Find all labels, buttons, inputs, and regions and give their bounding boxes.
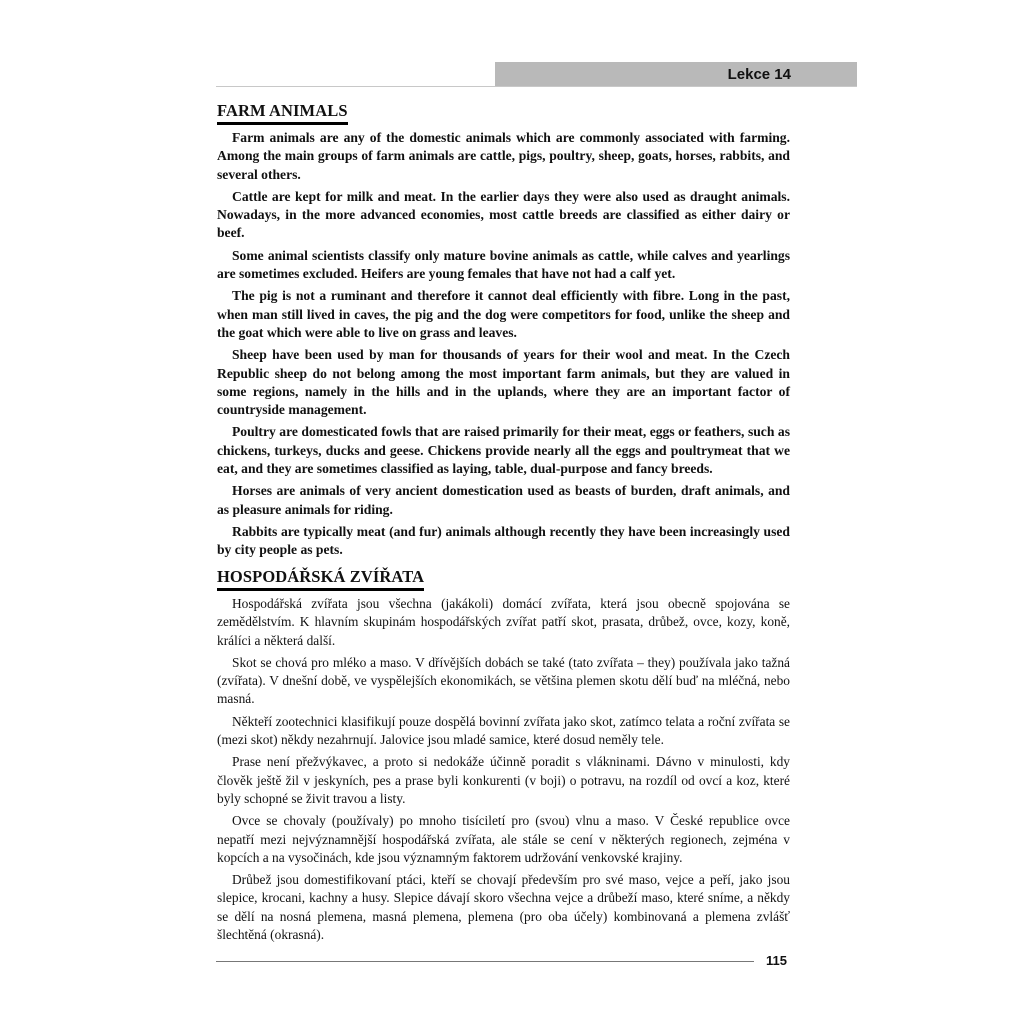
english-paragraph: The pig is not a ruminant and therefore it cannot deal efficiently with fibre. Long in the past, when man still lived in caves, the pig and the dog were competitors for food, unlike the sheep and the goat which were able to live on grass and leaves. — [217, 288, 790, 340]
footer-rule — [216, 961, 754, 962]
page-number: 115 — [766, 953, 787, 968]
czech-paragraph: Hospodářská zvířata jsou všechna (jakákoli) domácí zvířata, která jsou obecně spojována se zemědělstvím. K hlavním skupinám hospodářských zvířat patří skot, prasata, drůbež, ovce, kozy, koně, králíci a některá další. — [217, 596, 790, 648]
english-paragraph: Cattle are kept for milk and meat. In the earlier days they were also used as draught animals. Nowadays, in the more advanced economies, most cattle breeds are classified as either dairy or beef. — [217, 188, 790, 241]
czech-heading: HOSPODÁŘSKÁ ZVÍŘATA — [217, 567, 424, 591]
header-rule — [216, 86, 857, 87]
english-paragraph: Horses are animals of very ancient domestication used as beasts of burden, draft animals, and as pleasure animals for riding. — [217, 483, 790, 517]
czech-paragraph: Prase není přežvýkavec, a proto si nedokáže účinně poradit s vlákninami. Dávno v minulosti, kdy člověk ještě žil v jeskyních, pes a prase byli konkurenti (v boji) o potravu, na rozdíl od ovcí a koz, které byly schopné se živit travou a listy. — [217, 754, 790, 806]
czech-paragraph: Někteří zootechnici klasifikují pouze dospělá bovinní zvířata jako skot, zatímco telata a roční zvířata se (mezi skot) někdy nezahrnují. Jalovice jsou mladé samice, které dosud neměly tele. — [217, 713, 790, 748]
czech-paragraph: Ovce se chovaly (používaly) po mnoho tisíciletí pro (svou) vlnu a maso. V České republice ovce nepatří mezi nejvýznamnější hospodářská zvířata, ale stále se cení v některých regionech, zejména v kopcích a na vysočinách, kde jsou významným faktorem udržování venkovské krajiny. — [217, 813, 790, 865]
english-paragraph: Sheep have been used by man for thousands of years for their wool and meat. In the Czech Republic sheep do not belong among the most important farm animals, but they are valued in some regions, namely in the hills and in the uplands, where they are an important factor of countryside management. — [217, 347, 790, 418]
lesson-label: Lekce 14 — [727, 66, 791, 83]
english-paragraph: Poultry are domesticated fowls that are raised primarily for their meat, eggs or feathers, such as chickens, turkeys, ducks and geese. Chickens provide nearly all the eggs and poultrymeat that we eat, and they are sometimes classified as laying, table, dual-purpose and fancy breeds. — [217, 424, 790, 477]
czech-paragraph: Drůbež jsou domestifikovaní ptáci, kteří se chovají především pro své maso, vejce a peří, jako jsou slepice, krocani, kachny a husy. Slepice dávají skoro všechna vejce a drůbeží maso, které sníme, a někdy se dělí na nosná plemena, masná plemena, plemena (pro oba účely) kombinovaná a plemena zvlášť šlechtěná (okrasná). — [217, 872, 790, 943]
lesson-header-bar — [495, 62, 857, 87]
english-section — [217, 101, 790, 564]
czech-paragraph: Skot se chová pro mléko a maso. V dřívějších dobách se také (tato zvířata – they) používala jako tažná (zvířata). V dnešní době, ve vyspělejších ekonomikách, se většina plemen skotu dělí buď na mléčná, nebo masná. — [217, 654, 790, 707]
english-paragraph: Some animal scientists classify only mature bovine animals as cattle, while calves and yearlings are sometimes excluded. Heifers are young females that have not had a calf yet. — [217, 247, 790, 282]
english-heading: FARM ANIMALS — [217, 101, 348, 125]
english-paragraph: Rabbits are typically meat (and fur) animals although recently they have been increasingly used by city people as pets. — [217, 523, 790, 558]
english-paragraph: Farm animals are any of the domestic animals which are commonly associated with farming. Among the main groups of farm animals are cattle, pigs, poultry, sheep, goats, horses, rabbits, and several others. — [217, 130, 790, 182]
czech-section — [217, 567, 790, 948]
